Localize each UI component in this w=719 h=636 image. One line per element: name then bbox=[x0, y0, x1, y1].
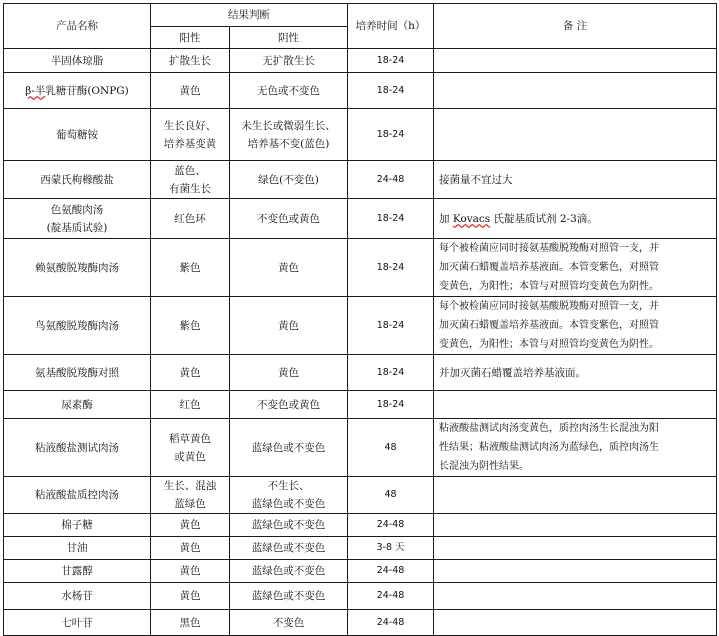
product-name-line: 西蒙氏枸橼酸盐 bbox=[40, 173, 114, 186]
negative-result-line: 不生长、 bbox=[267, 480, 310, 492]
positive-result-line: 蓝色、 bbox=[174, 164, 206, 177]
product-name-cell bbox=[4, 109, 151, 161]
header-negative: 阴性 bbox=[230, 27, 348, 49]
positive-result-cell bbox=[151, 419, 230, 477]
negative-result-cell bbox=[230, 419, 348, 477]
positive-result-cell bbox=[151, 391, 230, 419]
positive-result-line: 黄色 bbox=[179, 590, 201, 602]
positive-result-cell bbox=[151, 49, 230, 73]
positive-result-line: 黄色 bbox=[179, 519, 201, 531]
remarks-line: 并加灭菌石蜡覆盖培养基液面。 bbox=[439, 366, 586, 379]
incubation-time-cell: 18-24 bbox=[348, 109, 434, 161]
remarks-line: 加 Kovacs 氏靛基质试剂 2-3滴。 bbox=[439, 212, 598, 225]
remarks-cell bbox=[434, 73, 717, 109]
table-row bbox=[4, 391, 717, 419]
incubation-time-cell: 24-48 bbox=[348, 583, 434, 610]
table-row bbox=[4, 583, 717, 610]
product-name-cell bbox=[4, 537, 151, 560]
table-row bbox=[4, 477, 717, 514]
incubation-time-cell: 24-48 bbox=[348, 161, 434, 199]
header-product-name: 产品名称 bbox=[4, 4, 151, 49]
negative-result-cell bbox=[230, 49, 348, 73]
incubation-time-cell: 24-48 bbox=[348, 560, 434, 583]
positive-result-cell bbox=[151, 239, 230, 297]
negative-result-line: 蓝绿色或不变色 bbox=[251, 498, 326, 510]
negative-result-cell bbox=[230, 560, 348, 583]
product-name-cell bbox=[4, 161, 151, 199]
product-name-line: 水杨苷 bbox=[61, 590, 93, 602]
product-name-line: (靛基质试验) bbox=[46, 221, 108, 234]
table-row bbox=[4, 610, 717, 636]
positive-result-line: 有菌生长 bbox=[169, 182, 211, 195]
remarks-cell bbox=[434, 419, 717, 477]
positive-result-cell bbox=[151, 109, 230, 161]
incubation-time-cell: 18-24 bbox=[348, 297, 434, 355]
positive-result-line: 生长良好、 bbox=[163, 119, 217, 132]
negative-result-line: 不变色 bbox=[272, 616, 305, 629]
positive-result-line: 红色环 bbox=[174, 212, 206, 225]
header-remarks: 备 注 bbox=[434, 4, 717, 49]
header-positive: 阳性 bbox=[151, 27, 230, 49]
positive-result-line: 紫色 bbox=[179, 261, 201, 274]
positive-result-cell bbox=[151, 161, 230, 199]
table-row bbox=[4, 355, 717, 391]
header-result: 结果判断 bbox=[151, 4, 348, 27]
table-row bbox=[4, 49, 717, 73]
positive-result-cell bbox=[151, 355, 230, 391]
remarks-cell bbox=[434, 199, 717, 239]
remarks-line: 加灭菌石蜡覆盖培养基液面。本管变紫色，对照管 bbox=[439, 262, 659, 273]
positive-result-line: 培养基变黄 bbox=[163, 137, 217, 150]
incubation-time-cell: 18-24 bbox=[348, 355, 434, 391]
positive-result-cell bbox=[151, 199, 230, 239]
positive-result-line: 黄色 bbox=[179, 542, 201, 554]
remarks-line: 长混浊为阴性结果。 bbox=[439, 461, 529, 472]
negative-result-line: 无色或不变色 bbox=[257, 84, 320, 97]
negative-result-line: 蓝绿色或不变色 bbox=[251, 542, 326, 554]
remarks-line: 接菌量不宜过大 bbox=[439, 173, 513, 186]
positive-result-line: 生长、混浊 bbox=[163, 480, 217, 492]
table-row bbox=[4, 73, 717, 109]
negative-result-cell bbox=[230, 239, 348, 297]
positive-result-cell bbox=[151, 537, 230, 560]
product-name-line: 甘油 bbox=[66, 542, 88, 554]
negative-result-cell bbox=[230, 537, 348, 560]
negative-result-line: 不变色或黄色 bbox=[257, 212, 320, 225]
negative-result-line: 黄色 bbox=[278, 319, 299, 332]
positive-result-line: 扩散生长 bbox=[169, 54, 211, 67]
remarks-line: 变黄色，为阳性；本管与对照管均变黄色为阴性。 bbox=[439, 281, 659, 292]
remarks-cell bbox=[434, 49, 717, 73]
incubation-time-cell: 48 bbox=[348, 477, 434, 514]
table-row bbox=[4, 514, 717, 537]
product-name-line: 七叶苷 bbox=[61, 616, 93, 629]
product-name-cell bbox=[4, 239, 151, 297]
positive-result-cell bbox=[151, 73, 230, 109]
positive-result-cell bbox=[151, 477, 230, 514]
product-name-line: 半固体琼脂 bbox=[50, 54, 104, 67]
positive-result-line: 黄色 bbox=[179, 84, 201, 97]
incubation-time-cell: 24-48 bbox=[348, 610, 434, 636]
test-results-table bbox=[3, 3, 717, 636]
positive-result-line: 稻草黄色 bbox=[169, 432, 211, 445]
product-name-cell bbox=[4, 560, 151, 583]
remarks-line: 每个被检菌应同时接氨基酸脱羧酶对照管一支，并 bbox=[439, 301, 659, 312]
incubation-time-cell: 18-24 bbox=[348, 239, 434, 297]
remarks-cell bbox=[434, 391, 717, 419]
product-name-line: 尿素酶 bbox=[61, 398, 93, 411]
positive-result-line: 黄色 bbox=[179, 565, 201, 577]
table-body bbox=[4, 49, 717, 636]
remarks-line: 加灭菌石蜡覆盖培养基液面。本管变紫色，对照管 bbox=[439, 320, 659, 331]
remarks-cell bbox=[434, 537, 717, 560]
incubation-time-cell: 18-24 bbox=[348, 49, 434, 73]
positive-result-line: 或黄色 bbox=[174, 450, 206, 463]
product-name-cell bbox=[4, 355, 151, 391]
table-row bbox=[4, 537, 717, 560]
product-name-cell bbox=[4, 49, 151, 73]
table-row bbox=[4, 199, 717, 239]
header-row bbox=[4, 4, 717, 27]
remarks-cell bbox=[434, 297, 717, 355]
positive-result-cell bbox=[151, 610, 230, 636]
negative-result-line: 蓝绿色或不变色 bbox=[251, 590, 326, 602]
product-name-line: β-半乳糖苷酶(ONPG) bbox=[25, 84, 129, 97]
remarks-cell bbox=[434, 477, 717, 514]
table-row bbox=[4, 239, 717, 297]
product-name-line: 粘液酸盐测试肉汤 bbox=[35, 441, 119, 454]
product-name-line: 粘液酸盐质控肉汤 bbox=[35, 489, 119, 501]
incubation-time-cell: 18-24 bbox=[348, 391, 434, 419]
remarks-cell bbox=[434, 109, 717, 161]
negative-result-line: 无扩散生长 bbox=[262, 54, 315, 67]
remarks-line: 性结果；粘液酸盐测试肉汤为蓝绿色，质控肉汤生 bbox=[439, 442, 659, 453]
negative-result-cell bbox=[230, 391, 348, 419]
negative-result-cell bbox=[230, 161, 348, 199]
negative-result-cell bbox=[230, 297, 348, 355]
positive-result-line: 黑色 bbox=[179, 616, 201, 629]
product-name-line: 甘露醇 bbox=[61, 565, 93, 577]
negative-result-line: 未生长或微弱生长、 bbox=[241, 119, 336, 132]
remarks-cell bbox=[434, 239, 717, 297]
negative-result-line: 不变色或黄色 bbox=[257, 398, 320, 411]
remarks-cell bbox=[434, 161, 717, 199]
product-name-cell bbox=[4, 419, 151, 477]
remarks-line: 每个被检菌应同时接氨基酸脱羧酶对照管一支，并 bbox=[439, 243, 659, 254]
product-name-line: 氨基酸脱羧酶对照 bbox=[35, 366, 119, 379]
negative-result-cell bbox=[230, 610, 348, 636]
spellcheck-underline: Kovacs bbox=[452, 212, 491, 225]
negative-result-line: 黄色 bbox=[278, 366, 299, 379]
negative-result-line: 黄色 bbox=[278, 261, 299, 274]
product-name-line: 鸟氨酸脱羧酶肉汤 bbox=[35, 319, 119, 332]
negative-result-cell bbox=[230, 109, 348, 161]
negative-result-cell bbox=[230, 583, 348, 610]
product-name-cell bbox=[4, 297, 151, 355]
product-name-cell bbox=[4, 514, 151, 537]
product-name-line: 赖氨酸脱羧酶肉汤 bbox=[35, 261, 119, 274]
remarks-line: 粘液酸盐测试肉汤变黄色，质控肉汤生长混浊为阳 bbox=[439, 423, 659, 434]
positive-result-line: 红色 bbox=[179, 398, 201, 411]
product-name-line: 色氨酸肉汤 bbox=[50, 203, 104, 216]
incubation-time-cell: 48 bbox=[348, 419, 434, 477]
positive-result-cell bbox=[151, 583, 230, 610]
negative-result-line: 培养基不变(蓝色) bbox=[247, 137, 330, 150]
table-row bbox=[4, 109, 717, 161]
table-row bbox=[4, 297, 717, 355]
product-name-cell bbox=[4, 73, 151, 109]
product-name-cell bbox=[4, 391, 151, 419]
remarks-cell bbox=[434, 514, 717, 537]
positive-result-line: 蓝绿色 bbox=[174, 498, 206, 510]
remarks-cell bbox=[434, 355, 717, 391]
table-row bbox=[4, 560, 717, 583]
negative-result-cell bbox=[230, 73, 348, 109]
negative-result-line: 蓝绿色或不变色 bbox=[251, 565, 326, 577]
remarks-line: 变黄色，为阳性；本管与对照管均变黄色为阴性。 bbox=[439, 339, 659, 350]
product-name-cell bbox=[4, 610, 151, 636]
negative-result-cell bbox=[230, 199, 348, 239]
negative-result-cell bbox=[230, 514, 348, 537]
negative-result-line: 蓝绿色或不变色 bbox=[251, 519, 326, 531]
negative-result-line: 绿色(不变色) bbox=[258, 173, 319, 186]
positive-result-cell bbox=[151, 560, 230, 583]
remarks-cell bbox=[434, 583, 717, 610]
spellcheck-underline: β-半 bbox=[25, 84, 46, 97]
incubation-time-cell: 18-24 bbox=[348, 73, 434, 109]
product-name-cell bbox=[4, 477, 151, 514]
remarks-cell bbox=[434, 560, 717, 583]
negative-result-cell bbox=[230, 355, 348, 391]
positive-result-cell bbox=[151, 514, 230, 537]
incubation-time-cell: 18-24 bbox=[348, 199, 434, 239]
header-time: 培养时间（h） bbox=[348, 4, 434, 49]
positive-result-cell bbox=[151, 297, 230, 355]
incubation-time-cell: 24-48 bbox=[348, 514, 434, 537]
negative-result-line: 蓝绿色或不变色 bbox=[251, 441, 326, 454]
product-name-cell bbox=[4, 583, 151, 610]
positive-result-line: 紫色 bbox=[179, 319, 201, 332]
remarks-cell bbox=[434, 610, 717, 636]
table-row bbox=[4, 161, 717, 199]
incubation-time-cell: 3-8 天 bbox=[348, 537, 434, 560]
positive-result-line: 黄色 bbox=[179, 366, 201, 379]
table-row bbox=[4, 419, 717, 477]
product-name-cell bbox=[4, 199, 151, 239]
product-name-line: 葡萄糖铵 bbox=[56, 128, 98, 141]
negative-result-cell bbox=[230, 477, 348, 514]
product-name-line: 棉子糖 bbox=[61, 519, 93, 531]
